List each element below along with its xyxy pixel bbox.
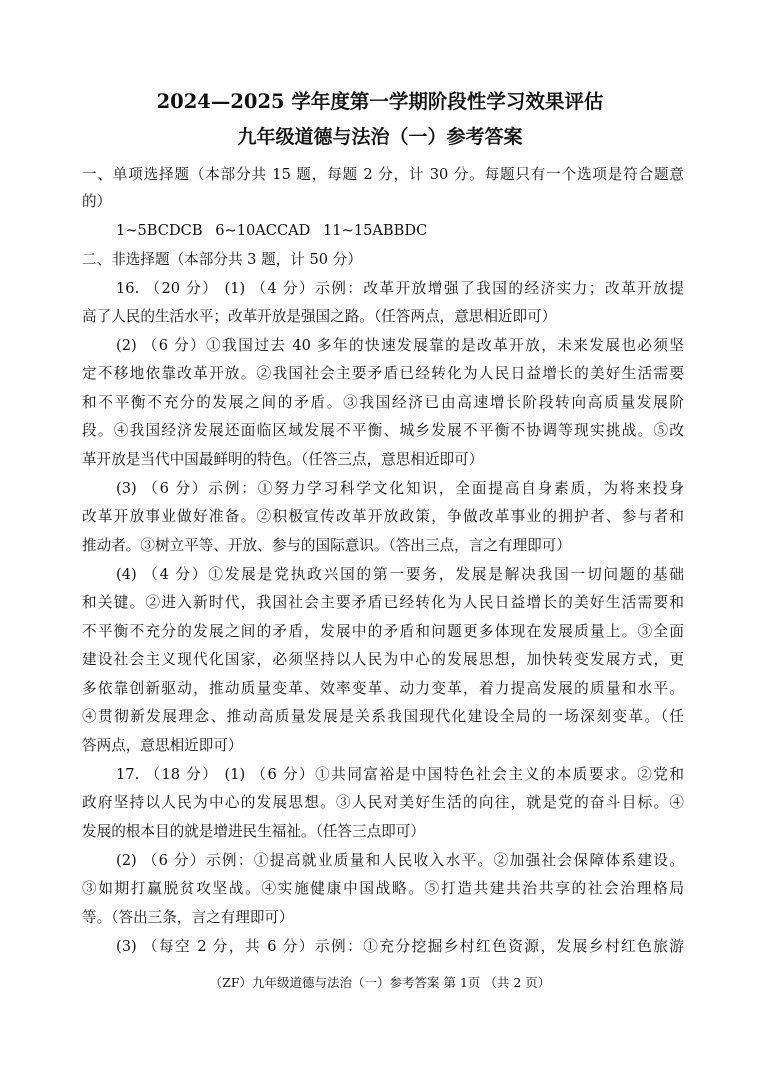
q16-part4-cont: 建设社会主义现代化国家，必须坚持以人民为中心的发展思想，加快转变发展方式，更 (82, 651, 684, 668)
q17-part1: 17. （18 分） (1) （6 分）①共同富裕是中国特色社会主义的本质要求。②党和 (116, 766, 684, 783)
q16-part3: (3) （6 分）示例：①努力学习科学文化知识，全面提高自身素质，为将来投身 (116, 480, 684, 497)
q16-part3-cont: 改革开放事业做好准备。②积极宣传改革开放政策，争做改革事业的拥护者、参与者和 (82, 508, 684, 525)
q17-part1-cont: 发展的根本目的就是增进民生福祉。（任答三点即可） (82, 823, 425, 840)
q16-part4-cont: 答两点，意思相近即可） (82, 737, 243, 754)
multiple-choice-answers: 1~5BCDCB 6~10ACCAD 11~15ABBDC (116, 222, 428, 239)
document-title: 2024—2025 学年度第一学期阶段性学习效果评估 (156, 90, 604, 113)
document-subtitle: 九年级道德与法治（一）参考答案 (237, 126, 523, 148)
q16-part4: (4) （4 分）①发展是党执政兴国的第一要务，发展是解决我国一切问题的基础 (116, 566, 684, 583)
q16-part1: 16. （20 分） (1) （4 分）示例：改革开放增强了我国的经济实力；改革开放提 (116, 280, 684, 297)
q17-part3: (3) （每空 2 分，共 6 分）示例：①充分挖掘乡村红色资源，发展乡村红色旅游 (116, 938, 684, 955)
q16-part4-cont: 多依靠创新驱动，推动质量变革、效率变革、动力变革，着力提高发展的质量和水平。 (82, 680, 684, 697)
q16-part2-cont: 段。④我国经济发展还面临区域发展不平衡、城乡发展不平衡不协调等现实挑战。⑤改 (82, 422, 684, 439)
q17-part2: (2) （6 分）示例：①提高就业质量和人民收入水平。②加强社会保障体系建设。 (116, 852, 684, 869)
q16-part2-cont: 和不平衡不充分的发展之间的矛盾。③我国经济已由高速增长阶段转向高质量发展阶 (82, 394, 684, 411)
q16-part2-cont: 定不移地依靠改革开放。②我国社会主要矛盾已经转化为人民日益增长的美好生活需要 (82, 365, 684, 382)
q16-part4-cont: ④贯彻新发展理念、推动高质量发展是关系我国现代化建设全局的一场深刻变革。（任 (82, 708, 684, 725)
page-footer: （ZF）九年级道德与法治（一）参考答案 第 1页 （共 2 页） (209, 975, 551, 990)
q16-part1-cont: 高了人民的生活水平；改革开放是强国之路。（任答两点，意思相近即可） (82, 308, 557, 325)
section-1-heading-cont: 的） (82, 193, 112, 210)
q16-part3-cont: 推动者。③树立平等、开放、参与的国际意识。（答出三点，言之有理即可） (82, 537, 571, 554)
q17-part1-cont: 政府坚持以人民为中心的发展思想。③人民对美好生活的向往，就是党的奋斗目标。④ (82, 794, 684, 811)
q16-part2: (2) （6 分）①我国过去 40 多年的快速发展靠的是改革开放，未来发展也必须坚 (116, 337, 684, 354)
q16-part2-cont: 革开放是当代中国最鲜明的特色。（任答三点，意思相近即可） (82, 451, 484, 468)
q16-part4-cont: 和关键。②进入新时代，我国社会主要矛盾已经转化为人民日益增长的美好生活需要和 (82, 594, 684, 611)
q17-part2-cont: ③如期打赢脱贫攻坚战。④实施健康中国战略。⑤打造共建共治共享的社会治理格局 (82, 880, 684, 897)
section-1-heading: 一、单项选择题（本部分共 15 题，每题 2 分，计 30 分。每题只有一个选项是符合题意 (82, 166, 684, 183)
q17-part2-cont: 等。（答出三条，言之有理即可） (82, 909, 294, 926)
q16-part4-cont: 不平衡不充分的发展之间的矛盾，发展中的矛盾和问题更多体现在发展质量上。③全面 (82, 623, 684, 640)
section-2-heading: 二、非选择题（本部分共 3 题，计 50 分） (82, 251, 362, 268)
